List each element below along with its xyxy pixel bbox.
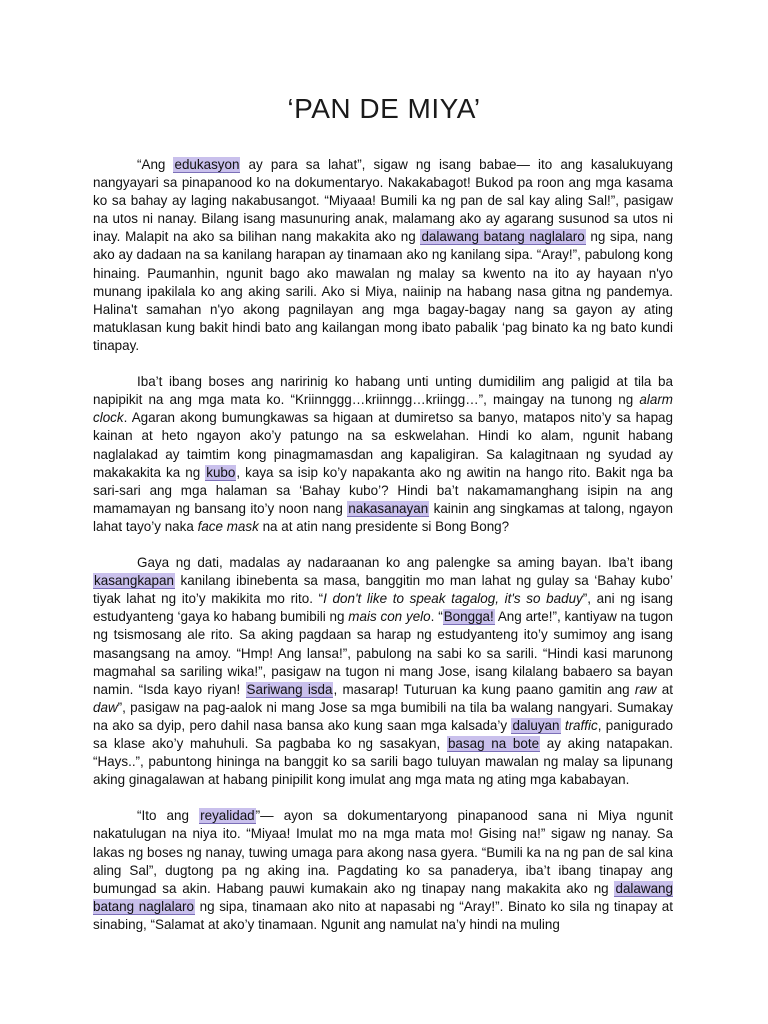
text-run: . Agaran akong bumungkawas sa higaan at dumiretso sa banyo, matapos nito’y sa hapag kainan at heto ngayon ako’y patungo na sa eskwelahan. Hindi ko alam, ngunit habang naglalakad ay taimtim kong pinagmamasdan ang kapaligiran. Sa kalagitnaan ng syudad ay makakakita ka ng — [93, 410, 673, 480]
text-run: . “ — [430, 609, 443, 625]
italic-text: traffic — [564, 717, 598, 733]
text-run: , kaya sa isip ko’y napakanta ako ng awitin na hango rito. Bakit nga ba sari-sari ang mga halaman sa ‘Bahay kubo’? Hindi ba’t nakamamanghang isipin na ang mamamayan ng bansang ito’y noon nang — [93, 464, 673, 516]
italic-text: face mask — [197, 518, 259, 534]
text-run: ng sipa, nang ako ay dadaan na sa kanilang harapan ay tinamaan ako ng kanilang sipa. “Aray!”, pabulong kong hinaing. Paumanhin, ngunit bago ako mawalan ng malay sa kwento na ito ay hayaan n'yo munang ipakilala ko ang aking sarili. Ako si Miya, naiinip na habang nasa gitna ng pandemya. Halina't samahan n'yo akong pagnilayan ang mga bagay-bagay nang sa gayon ay ating matuklasan kung bakit hindi bato ang kailangan mong ibato pabalik ‘pag binato ka ng bato kundi tinapay. — [93, 229, 673, 353]
paragraph — [93, 554, 673, 789]
text-run: kanilang ibinebenta sa masa, banggitin mo man lahat ng gulay sa ‘Bahay kubo’ tiyak lahat ng ito’y makikita mo rito. “ — [93, 573, 673, 607]
text-run: ay aking natapakan. “Hays..”, pabuntong hininga na banggit ko sa sarili bago tuluyan mawalan ng malay sa lipunang aking ginagalawan at habang pinipilit kong imulat ang mga mata ng ating mga kababayan. — [93, 736, 673, 788]
text-run: at — [656, 681, 673, 697]
paragraph — [93, 373, 673, 536]
text-run: ”, pasigaw na pag-aalok ni mang Jose sa mga bumibili na tila ba walang nangyari. Sumakay na ako sa dyip, pero dahil nasa bansa ako kung saan mga kalsada’y — [93, 699, 673, 733]
paragraph — [93, 156, 673, 355]
highlighted-term: Sariwang isda — [246, 681, 333, 697]
highlighted-term: dalawang batang naglalaro — [93, 880, 673, 914]
highlighted-term: kasangkapan — [94, 573, 174, 589]
italic-text: daw — [93, 699, 118, 715]
highlighted-term: basag na bote — [447, 736, 540, 751]
text-run: “Ito ang — [137, 808, 200, 824]
highlighted-term: nakasanayan — [348, 500, 429, 516]
highlighted-term: dalawang batang naglalaro — [421, 229, 585, 245]
text-run: na at atin nang presidente si Bong Bong? — [258, 518, 510, 534]
italic-text: alarm clock — [93, 392, 673, 426]
text-run: kainin ang singkamas at talong, ngayon lahat tayo’y naka — [93, 500, 673, 534]
italic-text: I don't like to speak tagalog, it's so baduy — [323, 591, 583, 607]
text-run: ng sipa, tinamaan ako nito at napasabi ng “Aray!”. Binato ko sila ng tinapay at sinabing, “Salamat at ako’y tinamaan. Ngunit ang namulat na’y hindi na muling — [93, 898, 673, 932]
text-run: Iba’t ibang boses ang naririnig ko habang unti unting dumidilim ang paligid at tila ba napipikit na ang mga mata ko. “Kriinnggg…kriinngg…kriingg…”, maingay na tunong ng — [93, 374, 673, 408]
paragraph — [93, 807, 673, 934]
highlighted-term: Bongga! — [443, 609, 494, 625]
highlighted-term: edukasyon — [174, 157, 240, 172]
text-run: , panigurado sa klase ako’y mahuhuli. Sa pagbaba ko ng sasakyan, — [93, 717, 673, 751]
text-run: Gaya ng dati, madalas ay nadaraanan ko ang palengke sa aming bayan. Iba’t ibang — [137, 555, 673, 571]
italic-text: raw — [634, 681, 657, 697]
text-run: “Ang — [137, 157, 174, 172]
document-body — [93, 156, 673, 952]
highlighted-term: reyalidad — [200, 808, 255, 824]
text-run: ay para sa lahat”, sigaw ng isang babae— ito ang kasalukuyang nangyayari sa pinapanood ko na dokumentaryo. Nakakabagot! Bukod pa roon ang mga kasama ko sa bahay ay laging nakabusangot. “Miyaaa! Bumili ka ng pan de sal kay aling Sal!”, pasigaw na utos ni nanay. Bilang isang masunuring anak, malamang ako ay agarang susunod sa utos ni inay. Malapit na ako sa bilihan nang makakita ako ng — [93, 157, 673, 245]
text-run: , masarap! Tuturuan ka kung paano gamitin ang — [333, 681, 635, 697]
text-run: ”, ani ng isang estudyanteng ‘gaya ko habang bumibili ng — [93, 591, 673, 625]
text-run: Ang arte!”, kantiyaw na tugon ng tsismosang ale rito. Sa aking pagdaan sa harap ng estudyanteng ito’y sumimoy ang isang masangsang na amoy. “Hmp! Ang lansa!”, pabulong na sabi ko sa sarili. “Hindi kasi marunong magmahal sa sariling wika!”, pasigaw na tugon ni mang Jose, isang kilalang babaero sa bayan namin. “Isda kayo riyan! — [93, 609, 674, 697]
page-title: ‘PAN DE MIYA’ — [287, 93, 481, 124]
highlighted-term: daluyan — [512, 717, 560, 733]
text-run: ”— ayon sa dokumentaryong pinapanood sana ni Miya ngunit nakatulugan na niya ito. “Miyaa! Imulat mo na mga mata mo! Gising na!” sigaw ng nanay. Sa lakas ng boses ng nanay, tuwing umaga para akong nasa gyera. “Bumili ka na ng pan de sal kina aling Sal”, dugtong pa ng aking ina. Pagdating ko sa panaderya, iba’t ibang tinapay ang bumungad sa akin. Habang pauwi kumakain ako ng tinapay nang makakita ako ng — [93, 808, 673, 896]
highlighted-term: kubo — [206, 464, 236, 480]
italic-text: mais con yelo — [348, 609, 431, 625]
